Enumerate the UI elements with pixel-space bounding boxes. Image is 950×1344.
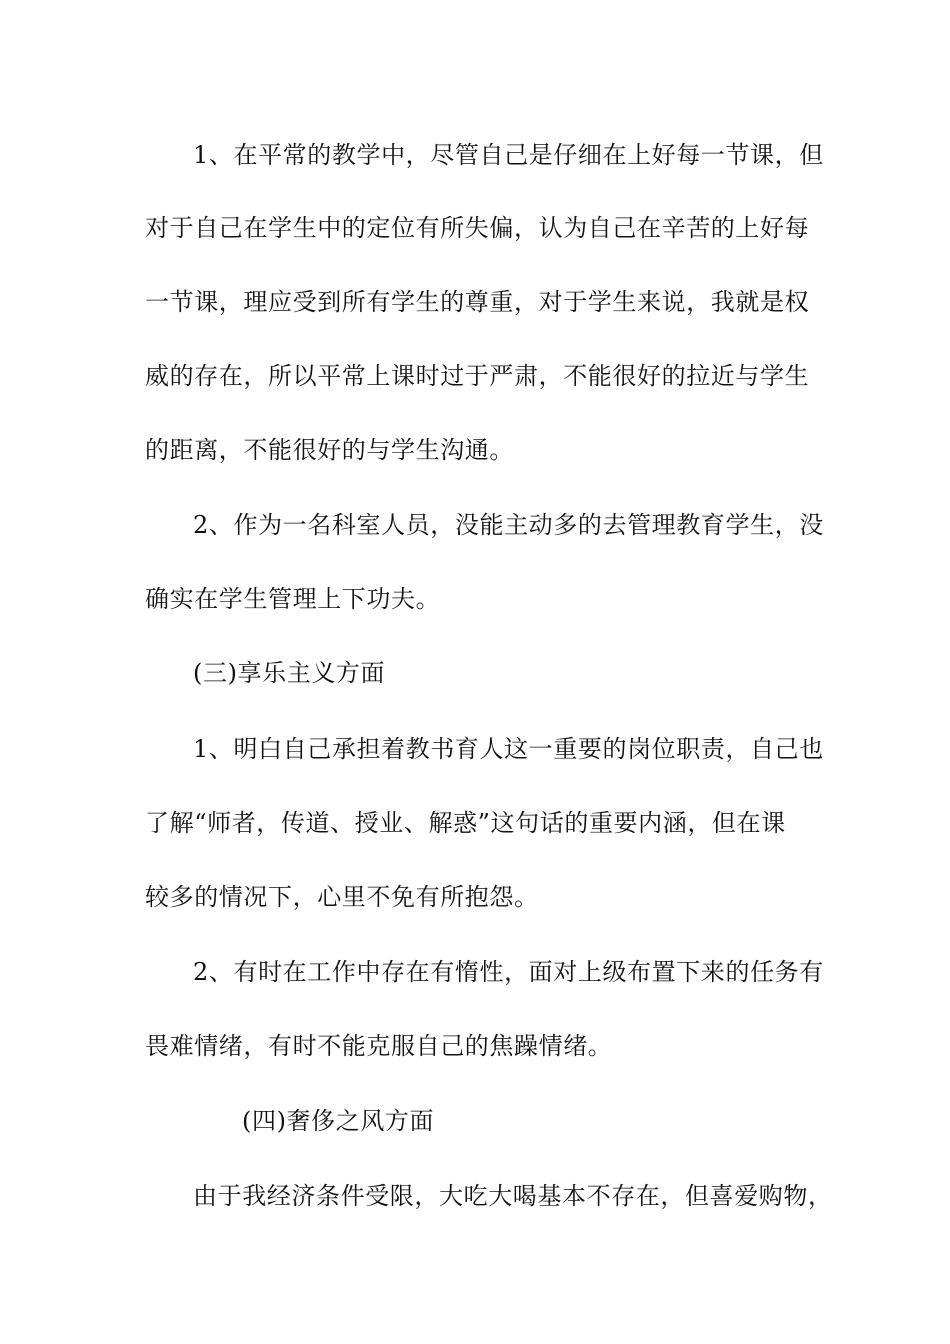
paragraph-line: 了解“师者，传道、授业、解惑”这句话的重要内涵，但在课: [145, 809, 786, 837]
section-heading: (四)奢侈之风方面: [242, 1107, 435, 1135]
paragraph-line: 由于我经济条件受限，大吃大喝基本不存在，但喜爱购物，: [193, 1182, 833, 1210]
paragraph-line: 一节课，理应受到所有学生的尊重，对于学生来说，我就是权: [145, 288, 810, 316]
section-heading: (三)享乐主义方面: [193, 659, 386, 687]
paragraph-line: 1、在平常的教学中，尽管自己是仔细在上好每一节课，但: [193, 141, 824, 169]
paragraph-line: 确实在学生管理上下功夫。: [145, 585, 441, 613]
paragraph-line: 2、有时在工作中存在有惰性，面对上级布置下来的任务有: [193, 958, 824, 986]
paragraph-line: 的距离，不能很好的与学生沟通。: [145, 436, 514, 464]
paragraph-line: 较多的情况下，心里不免有所抱怨。: [145, 883, 539, 911]
paragraph-line: 对于自己在学生中的定位有所失偏，认为自己在辛苦的上好每: [145, 214, 810, 242]
paragraph-line: 1、明白自己承担着教书育人这一重要的岗位职责，自己也: [193, 735, 824, 763]
paragraph-line: 2、作为一名科室人员，没能主动多的去管理教育学生，没: [193, 511, 824, 539]
paragraph-line: 畏难情绪，有时不能克服自己的焦躁情绪。: [145, 1032, 613, 1060]
paragraph-line: 威的存在，所以平常上课时过于严肃，不能很好的拉近与学生: [145, 362, 810, 390]
